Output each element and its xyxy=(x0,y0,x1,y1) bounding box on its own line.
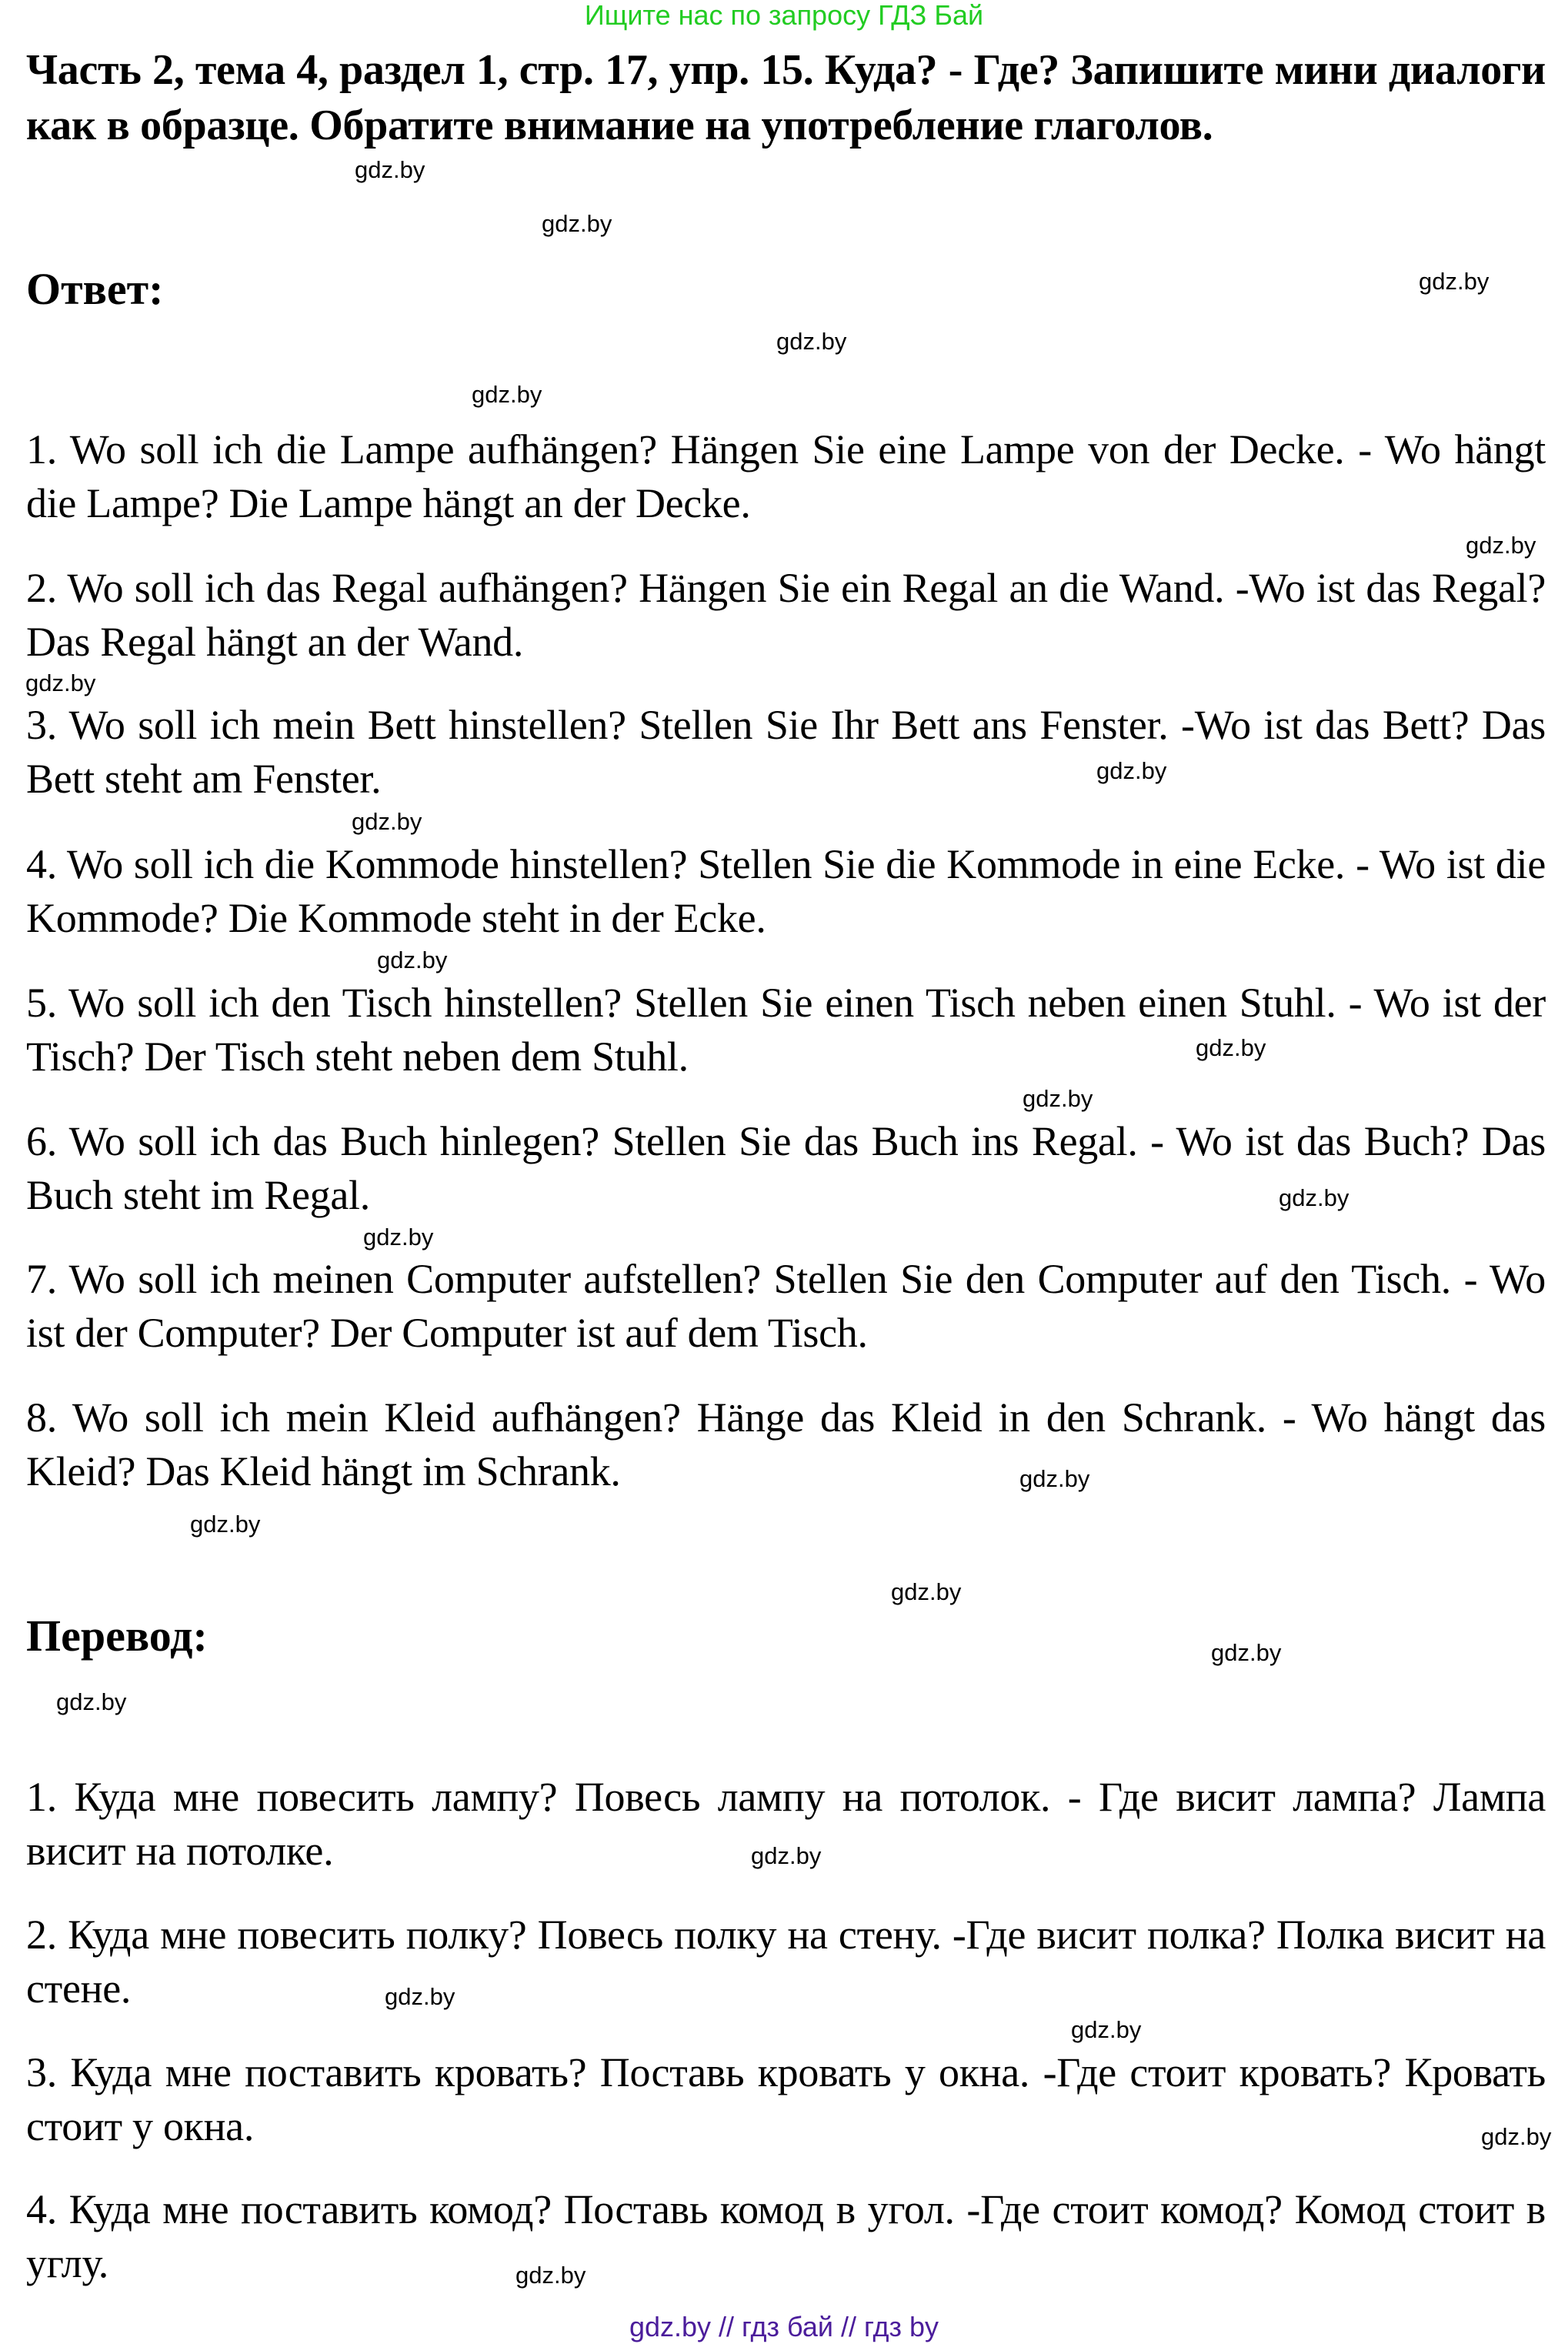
footer-links[interactable]: gdz.by // гдз бай // гдз by xyxy=(629,2311,939,2342)
watermark: gdz.by xyxy=(1023,1085,1093,1112)
watermark: gdz.by xyxy=(1211,1639,1282,1666)
answer-item: 8. Wo soll ich mein Kleid aufhängen? Hänge das Kleid in den Schrank. - Wo hängt das Kleid? Das Kleid hängt im Schrank. xyxy=(26,1394,1546,1494)
watermark: gdz.by xyxy=(1019,1465,1090,1492)
answer-item: 5. Wo soll ich den Tisch hinstellen? Stellen Sie einen Tisch neben einen Stuhl. - Wo ist der Tisch? Der Tisch steht neben dem Stuhl. xyxy=(26,980,1546,1080)
watermark: gdz.by xyxy=(377,947,448,973)
watermark: gdz.by xyxy=(751,1842,822,1869)
watermark: gdz.by xyxy=(352,808,422,835)
watermark: gdz.by xyxy=(1196,1034,1266,1061)
answer-item: 3. Wo soll ich mein Bett hinstellen? Stellen Sie Ihr Bett ans Fenster. -Wo ist das Bett? Das Bett steht am Fenster. xyxy=(26,702,1546,802)
watermark: gdz.by xyxy=(363,1224,434,1250)
watermark: gdz.by xyxy=(1096,757,1167,784)
watermark: gdz.by xyxy=(1481,2123,1552,2150)
watermark: gdz.by xyxy=(515,2262,586,2289)
watermark: gdz.by xyxy=(1279,1184,1349,1211)
translation-item: 2. Куда мне повесить полку? Повесь полку на стену. -Где висит полка? Полка висит на стене. xyxy=(26,1912,1546,2012)
answer-heading: Ответ: xyxy=(26,264,164,314)
watermark: gdz.by xyxy=(25,669,96,696)
answer-item: 7. Wo soll ich meinen Computer aufstellen? Stellen Sie den Computer auf den Tisch. - Wo ist der Computer? Der Computer ist auf dem Tisch. xyxy=(26,1256,1546,1356)
translation-item: 1. Куда мне повесить лампу? Повесь лампу на потолок. - Где висит лампа? Лампа висит на потолке. xyxy=(26,1774,1546,1874)
watermark: gdz.by xyxy=(355,156,425,183)
translation-heading: Перевод: xyxy=(26,1611,208,1661)
watermark: gdz.by xyxy=(891,1578,962,1605)
watermark: gdz.by xyxy=(1466,532,1536,559)
watermark: gdz.by xyxy=(385,1983,455,2010)
watermark: gdz.by xyxy=(190,1511,261,1538)
answer-item: 2. Wo soll ich das Regal aufhängen? Hängen Sie ein Regal an die Wand. -Wo ist das Regal? Das Regal hängt an der Wand. xyxy=(26,565,1546,665)
watermark: gdz.by xyxy=(542,210,612,237)
watermark: gdz.by xyxy=(472,381,542,408)
page-title: Часть 2, тема 4, раздел 1, стр. 17, упр. 15. Куда? - Где? Запишите мини диалоги как в образце. Обратите внимание на употребление глаголов. xyxy=(26,46,1546,149)
translation-item: 3. Куда мне поставить кровать? Поставь кровать у окна. -Где стоит кровать? Кровать стоит у окна. xyxy=(26,2049,1546,2149)
watermark: gdz.by xyxy=(56,1688,127,1715)
watermark: gdz.by xyxy=(776,328,847,355)
top-banner[interactable]: Ищите нас по запросу ГДЗ Бай xyxy=(584,0,984,31)
watermark: gdz.by xyxy=(1419,268,1490,295)
answer-item: 1. Wo soll ich die Lampe aufhängen? Hängen Sie eine Lampe von der Decke. - Wo hängt die Lampe? Die Lampe hängt an der Decke. xyxy=(26,426,1546,526)
answer-item: 4. Wo soll ich die Kommode hinstellen? Stellen Sie die Kommode in eine Ecke. - Wo ist die Kommode? Die Kommode steht in der Ecke. xyxy=(26,841,1546,941)
translation-item: 4. Куда мне поставить комод? Поставь комод в угол. -Где стоит комод? Комод стоит в углу. xyxy=(26,2186,1546,2286)
watermark: gdz.by xyxy=(1071,2016,1142,2043)
answer-item: 6. Wo soll ich das Buch hinlegen? Stellen Sie das Buch ins Regal. - Wo ist das Buch? Das Buch steht im Regal. xyxy=(26,1118,1546,1218)
